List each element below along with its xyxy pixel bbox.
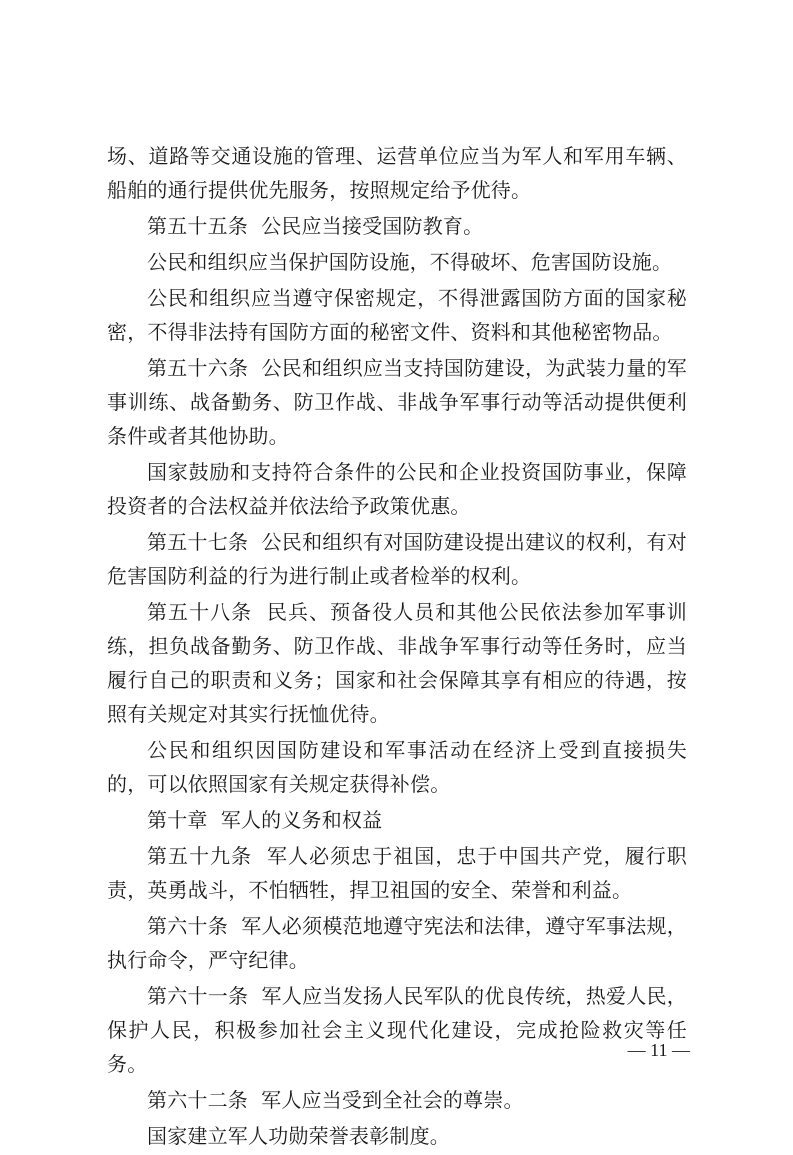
paragraph: 第五十九条 军人必须忠于祖国，忠于中国共产党，履行职责，英勇战斗，不怕牺牲，捍卫祖国的安全、荣誉和利益。: [107, 844, 687, 902]
paragraph: 国家建立军人功勋荣誉表彰制度。: [147, 1124, 450, 1148]
paragraph: 第五十七条 公民和组织有对国防建设提出建议的权利，有对危害国防利益的行为进行制止或者检举的权利。: [107, 530, 687, 588]
document-body: [107, 139, 687, 1155]
paragraph: 场、道路等交通设施的管理、运营单位应当为军人和军用车辆、船舶的通行提供优先服务，按照规定给予优待。: [107, 144, 687, 202]
paragraph: 公民和组织因国防建设和军事活动在经济上受到直接损失的，可以依照国家有关规定获得补偿。: [107, 738, 687, 796]
paragraph: 第六十一条 军人应当发扬人民军队的优良传统，热爱人民，保护人民，积极参加社会主义现代化建设，完成抢险救灾等任务。: [107, 984, 687, 1076]
paragraph: 第六十条 军人必须模范地遵守宪法和法律，遵守军事法规，执行命令，严守纪律。: [107, 914, 687, 972]
paragraph: 国家鼓励和支持符合条件的公民和企业投资国防事业，保障投资者的合法权益并依法给予政策优惠。: [107, 460, 687, 518]
paragraph: 第六十二条 军人应当受到全社会的尊崇。: [147, 1088, 524, 1112]
paragraph: 第五十六条 公民和组织应当支持国防建设，为武装力量的军事训练、战备勤务、防卫作战、非战争军事行动等活动提供便利条件或者其他协助。: [107, 356, 687, 448]
paragraph: 公民和组织应当遵守保密规定，不得泄露国防方面的国家秘密，不得非法持有国防方面的秘密文件、资料和其他秘密物品。: [107, 286, 687, 344]
paragraph: 第五十五条 公民应当接受国防教育。: [147, 214, 484, 238]
paragraph: 公民和组织应当保护国防设施，不得破坏、危害国防设施。: [147, 250, 673, 274]
paragraph: 第五十八条 民兵、预备役人员和其他公民依法参加军事训练，担负战备勤务、防卫作战、非战争军事行动等任务时，应当履行自己的职责和义务；国家和社会保障其享有相应的待遇，按照有关规定对其实行抚恤优待。: [107, 600, 687, 726]
chapter-heading: 第十章 军人的义务和权益: [147, 808, 383, 832]
page-number: — 11 —: [627, 1040, 690, 1060]
